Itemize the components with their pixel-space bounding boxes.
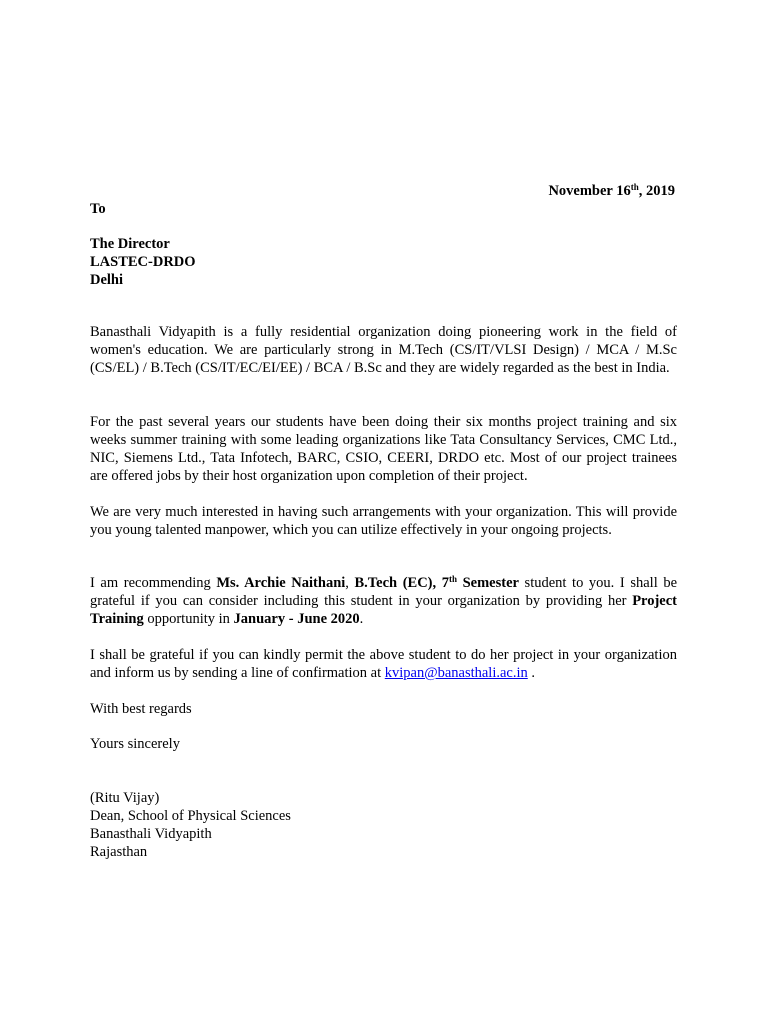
paragraph-recommendation (90, 574, 677, 628)
request-text: I shall be grateful if you can kindly permit the above student to do her project in your organization and inform us by sending a line of confirmation at (90, 647, 677, 681)
signatory-institution: Banasthali Vidyapith (90, 826, 212, 842)
paragraph-training-history: For the past several years our students have been doing their six months project training and six weeks summer training with some leading organizations like Tata Consultancy Services, CMC Ltd., NIC, Siemens Ltd., Tata Infotech, BARC, CSIO, CEERI, DRDO etc. Most of our project trainees are offered jobs by their host organization upon completion of their project. (90, 414, 677, 484)
recipient-city: Delhi (90, 272, 124, 288)
date-year: , 2019 (638, 183, 675, 199)
email-link[interactable]: kvipan@banasthali.ac.in (384, 665, 528, 681)
paragraph-intro: Banasthali Vidyapith is a fully residential organization doing pioneering work in the field of women's education. We are particularly strong in M.Tech (CS/IT/VLSI Design) / MCA / M.Sc (CS/EL) / B.Tech (CS/IT/EC/EI/EE) / BCA / B.Sc and they are widely regarded as the best in India. (90, 324, 677, 376)
paragraph-request (90, 646, 677, 682)
course-text: B.Tech (EC), 7 (354, 575, 449, 591)
rec-text-3: student to you. I shall be grateful if you can consider including this student in your organization by providing her (90, 575, 678, 609)
training-period: January - June 2020 (233, 611, 360, 627)
signatory-state: Rajasthan (90, 844, 148, 860)
to-label: To (90, 201, 106, 217)
rec-text-4: opportunity in (143, 611, 234, 627)
recipient-org: LASTEC-DRDO (90, 254, 196, 270)
student-course (355, 575, 519, 591)
letter-date (548, 182, 675, 200)
rec-text-2: , (345, 575, 355, 591)
closing-line: Yours sincerely (90, 736, 180, 752)
signatory-designation: Dean, School of Physical Sciences (90, 808, 291, 824)
paragraph-interest: We are very much interested in having such arrangements with your organization. This will provide you young talented manpower, which you can utilize effectively in your ongoing projects. (90, 504, 677, 538)
rec-text-1: I am recommending (90, 575, 217, 591)
recipient-title: The Director (90, 236, 170, 252)
training-type: Project Training (90, 593, 677, 627)
date-month-day: November 16 (548, 183, 631, 199)
rec-text-5: . (359, 611, 364, 627)
semester-superscript: th (448, 574, 457, 584)
date-superscript: th (630, 182, 639, 192)
student-name: Ms. Archie Naithani (216, 575, 346, 591)
signatory-name: (Ritu Vijay) (90, 790, 160, 806)
regards-line: With best regards (90, 701, 192, 717)
request-end: . (527, 665, 536, 681)
semester-text: Semester (456, 575, 519, 591)
